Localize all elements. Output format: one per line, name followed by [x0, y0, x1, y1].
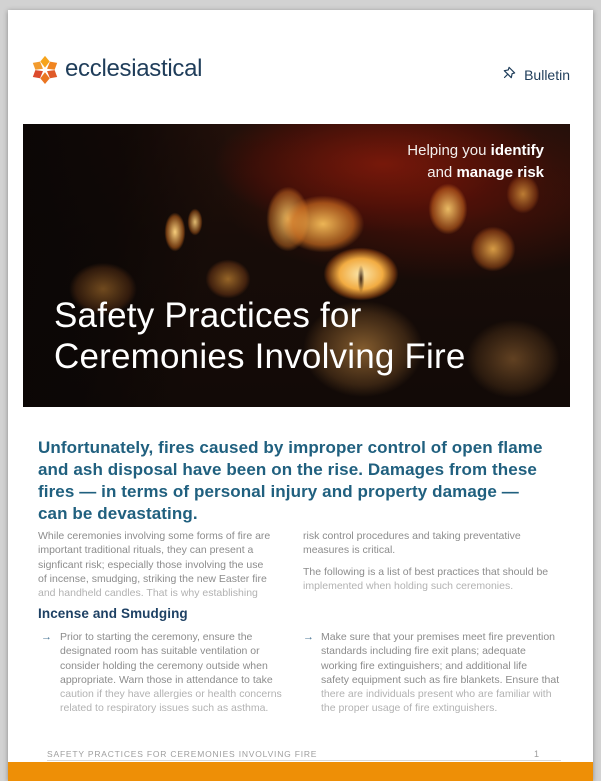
bulletin-badge — [498, 65, 570, 84]
hero-tagline — [407, 140, 544, 184]
hero-image — [23, 124, 570, 407]
page-title — [54, 295, 466, 377]
bullet-text: Make sure that your premises meet fire prevention standards including fire exit plans; adequate working fire extinguishers; and additional life safety equipment such as fire blankets. Ensure that there are individuals present who are familiar with the proper usage of fire extinguishers. — [321, 631, 560, 715]
tagline-line-1: Helping you identify — [407, 142, 544, 159]
page-number: 1 — [534, 749, 540, 759]
section-heading: Incense and Smudging — [38, 606, 188, 621]
body-paragraph-right — [303, 529, 548, 593]
footer-accent-bar — [8, 762, 593, 781]
pushpin-icon — [498, 65, 517, 84]
intro-paragraph: Unfortunately, fires caused by improper control of open flame and ash disposal have been on the rise. Damages from these fires — in terms of personal injury and property damage — can be devastating. — [38, 438, 543, 523]
arrow-bullet-icon: → — [303, 631, 314, 643]
document-page — [8, 10, 593, 781]
logo-star-icon — [30, 54, 60, 84]
brand-wordmark: ecclesiastical — [65, 55, 203, 82]
bullet-item-right — [303, 630, 559, 716]
tagline-line-2: and manage risk — [427, 164, 544, 181]
title-line-1: Safety Practices for — [54, 296, 362, 335]
footer-running-title: SAFETY PRACTICES FOR CEREMONIES INVOLVING FIRE — [47, 749, 318, 759]
title-line-2: Ceremonies Involving Fire — [54, 337, 466, 376]
bullet-item-left — [41, 630, 282, 716]
bulletin-label: Bulletin — [524, 66, 570, 83]
right-paragraph-2: The following is a list of best practices that should be implemented when holding such ceremonies. — [303, 565, 549, 592]
body-paragraph-left: While ceremonies involving some forms of fire are important traditional rituals, they can present a signficant risk; especially those involving the use of incense, smudging, striking the new Easter fire and handheld candles. That is why establishing — [38, 530, 271, 600]
bullet-text: Prior to starting the ceremony, ensure the designated room has suitable ventilation or consider holding the ceremony outside when appropriate. Warn those in attendance to take caution if they have allergies or health concerns related to respiratory issues such as asthma. — [60, 631, 282, 715]
right-paragraph-1: risk control procedures and taking preventative measures is critical. — [303, 530, 521, 557]
ecclesiastical-logo — [30, 54, 202, 84]
arrow-bullet-icon: → — [41, 631, 52, 643]
footer-divider — [47, 760, 561, 761]
